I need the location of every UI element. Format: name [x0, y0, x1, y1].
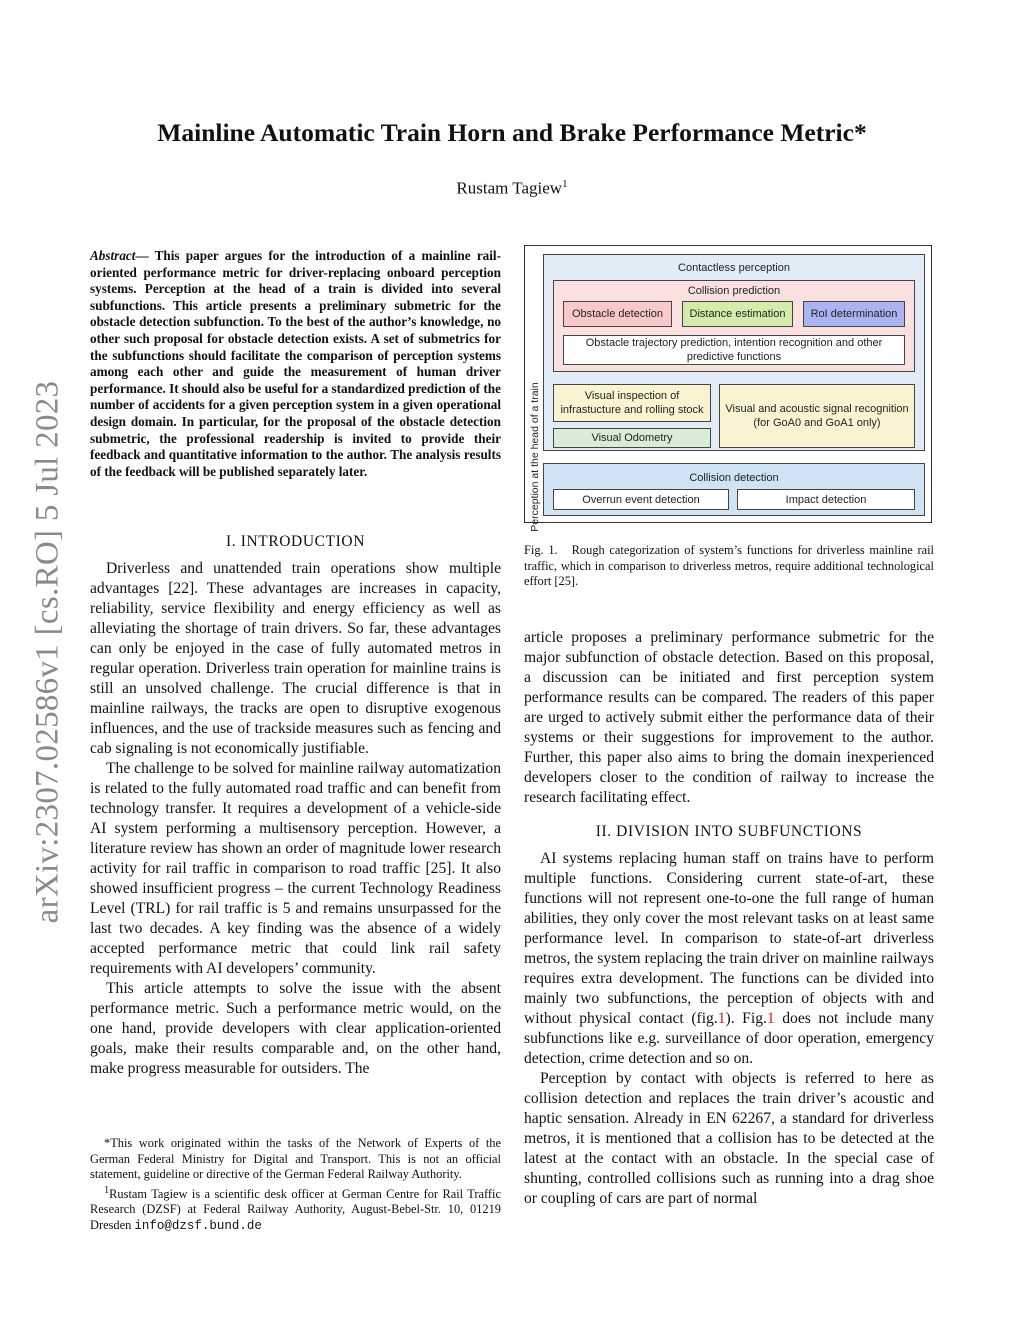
fig-ref-1[interactable]: 1 — [717, 1010, 726, 1027]
caption-label: Fig. 1. — [524, 543, 558, 557]
impact-detection-label: Impact detection — [785, 493, 867, 506]
visual-inspection-label: Visual inspection of infrastucture and rolling stock — [560, 390, 704, 416]
intro-continuation: article proposes a preliminary performance submetric for the major subfunction of obstacle detection. Based on this proposal, a discussion can be initiated and first perception system performance results can be compared. The readers of this paper are urged to actively submit either the performance data of their systems or their suggestions for improvement to the author. Further, this paper also aims to bring the domain inexperienced developers closer to the condition of railway to increase the research facilitating effect. — [524, 629, 934, 806]
caption-text: Rough categorization of system’s functions for driverless mainline rail traffic, which in comparison to driverless metros, require additional technological effort [25]. — [524, 543, 934, 588]
roi-determination-box — [803, 301, 905, 327]
author-name: Rustam Tagiew — [456, 178, 563, 198]
signal-recognition-box — [719, 384, 915, 448]
trajectory-prediction-box — [563, 335, 905, 365]
roi-determination-label: RoI determination — [810, 308, 898, 320]
impact-detection-box — [737, 489, 915, 510]
author-footnote-mark: 1 — [562, 178, 568, 190]
side-label-text: Perception at the head of a train — [529, 382, 541, 532]
section-1-heading: I. INTRODUCTION — [225, 533, 365, 550]
abstract-text: — This paper argues for the introduction of a mainline rail-oriented performance metric for driver-replacing onboard perception systems. Perception at the head of a train is divided into several subfunctions. This article presents a preliminary submetric for the obstacle detection subfunction. To the best of the author’s knowledge, no other such proposal for obstacle detection exists. A set of submetrics for the subfunctions should facilitate the comparison of perception systems among each other and guide the measurement of human driver performance. It should also be useful for a standardized prediction of the number of accidents for a given perception system in a given operational design domain. In particular, for the proposal of the obstacle detection submetric, the professional readership is invited to provide their feedback and quantitative information to the author. The analysis results of the feedback will be published separately later. — [90, 248, 501, 479]
intro-paragraph-3: This article attempts to solve the issue with the absent performance metric. Such a performance metric would, on the one hand, provide developers with clear application-oriented goals, make their results comparable and, on the other hand, make progress measurable for outsiders. The — [90, 980, 501, 1077]
left-column — [90, 559, 501, 1079]
footnote-1-mark: 1 — [104, 1184, 110, 1196]
obstacle-detection-box — [563, 301, 672, 327]
division-paragraph-2: Perception by contact with objects is referred to here as collision detection and replaces the train driver’s acoustic and haptic sensation. Already in EN 62267, a standard for driverless metros, it is mentioned that a collision has to be detected at the latest at the contact with an obstacle. In the special case of shunting, controlled collisions such as running into a drag shoe or coupling of cars are part of normal — [524, 1070, 934, 1207]
footnotes — [90, 1136, 501, 1234]
right-column-body — [524, 849, 934, 1209]
division-p1-b: ). Fig. — [725, 1010, 767, 1027]
author-email[interactable]: info@dzsf.bund.de — [134, 1218, 262, 1233]
distance-estimation-box — [682, 301, 793, 327]
arxiv-id: arXiv:2307.02586v1 [cs.RO] 5 Jul 2023 — [29, 380, 66, 924]
abstract — [90, 248, 501, 480]
distance-estimation-label: Distance estimation — [689, 308, 786, 320]
intro-paragraph-2: The challenge to be solved for mainline railway automatization is related to the fully automated road traffic and can benefit from technology transfer. It requires a development of a vehicle-side AI system performing a multisensory perception. However, a literature review has shown an order of magnitude lower research activity for rail traffic in comparison to road traffic [25]. It also showed insufficient progress – the current Technology Readiness Level (TRL) for rail traffic is 5 and remains unsurpassed for the last two decades. A key finding was the absence of a widely accepted performance metric that could link rail safety requirements with AI developers’ community. — [90, 760, 501, 977]
footnote-1 — [90, 1183, 501, 1235]
overrun-detection-box — [553, 489, 729, 510]
visual-odometry-box — [553, 428, 711, 448]
division-paragraph-1 — [524, 849, 934, 1069]
contactless-label: Contactless perception — [678, 262, 790, 274]
intro-paragraph-1: Driverless and unattended train operations show multiple advantages [22]. These advantages are increases in capacity, reliability, service flexibility and energy efficiency as well as alleviating the shortage of train drivers. So far, these advantages can only be enjoyed in the case of fully automated metros in regular operation. Driverless train operation for mainline trains is still an unsolved challenge. The crucial difference is that in mainline railways, the tracks are open to disruptive exogenous influences, and the use of trackside measures such as fencing and cab signaling is not economically justifiable. — [90, 560, 501, 757]
collision-prediction-label: Collision prediction — [687, 285, 781, 297]
fig-ref-2[interactable]: 1 — [766, 1010, 775, 1027]
right-column-top — [524, 628, 934, 808]
visual-odometry-label: Visual Odometry — [591, 432, 673, 444]
figure-1 — [524, 245, 932, 532]
overrun-detection-label: Overrun event detection — [582, 493, 700, 506]
visual-inspection-box — [553, 384, 711, 422]
footnote-star: *This work originated within the tasks of the Network of Experts of the German Federal Ministry for Digital and Transport. This is not an official statement, guideline or directive of the German Federal Railway Authority. — [90, 1136, 501, 1181]
section-2-heading: II. DIVISION INTO SUBFUNCTIONS — [595, 823, 863, 840]
obstacle-detection-label: Obstacle detection — [571, 308, 664, 320]
paper-title: Mainline Automatic Train Horn and Brake Performance Metric* — [157, 118, 867, 147]
figure-1-caption — [524, 543, 934, 590]
collision-detection-label: Collision detection — [689, 472, 779, 484]
division-p1-c: does not include many subfunctions like e.g. surveillance of door operation, emergency detection, crime detection and so on. — [524, 1010, 934, 1067]
division-p1-a: AI systems replacing human staff on trains have to perform multiple functions. Considering current state-of-art, these functions will not represent one-to-one the full range of human abilities, they only cover the most relevant tasks on at least same performance level. In comparison to state-of-art driverless metros, the system replacing the train driver on mainline railways requires extra development. The functions can be divided into mainly two subfunctions, the perception of objects with and without physical contact (fig. — [524, 850, 934, 1027]
trajectory-prediction-label: Obstacle trajectory prediction, intention recognition and other predictive functions — [585, 337, 883, 363]
footnote-1-text: Rustam Tagiew is a scientific desk officer at German Centre for Rail Traffic Research (DZSF) at Federal Railway Authority, August-Bebel-Str. 10, 01219 Dresden — [90, 1186, 501, 1232]
abstract-lead: Abstract — [90, 248, 136, 263]
arxiv-watermark — [22, 372, 74, 932]
author-line — [0, 178, 1024, 199]
signal-recognition-label: Visual and acoustic signal recognition (for GoA0 and GoA1 only) — [725, 403, 909, 429]
